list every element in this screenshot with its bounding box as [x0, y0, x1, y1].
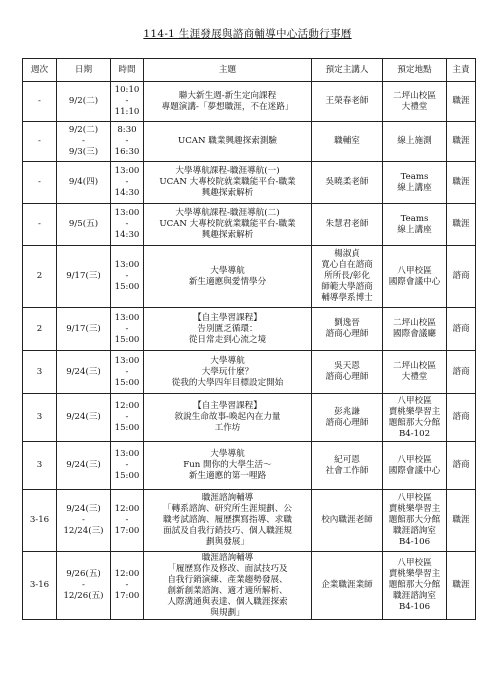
cell-week: - — [23, 162, 57, 204]
cell-owner: 職涯 — [447, 490, 476, 552]
cell-topic-line: 專題演講-「夢想職涯，不在迷路」 — [161, 101, 294, 112]
cell-owner: 諮商 — [447, 308, 476, 351]
cell-time-line: 13:00 — [114, 312, 140, 323]
cell-topic — [144, 552, 312, 620]
cell-date-line: 9/24(三) — [66, 366, 101, 377]
cell-location-line: 題館那大分館 — [388, 515, 441, 525]
table-row — [23, 122, 476, 162]
cell-time-line: 12:00 — [114, 504, 140, 514]
cell-week: - — [23, 82, 57, 122]
cell-time-line: 13:00 — [114, 208, 140, 218]
cell-time — [111, 82, 144, 122]
cell-location — [383, 246, 447, 308]
cell-time-line: 16:30 — [114, 147, 140, 157]
cell-location-line: 國際會議中心 — [388, 465, 441, 476]
cell-speaker-line: 校內職涯老師 — [321, 515, 373, 525]
cell-time-line: 8:30 — [117, 125, 137, 135]
cell-topic-line: 大學導航課程-職涯導航(一) — [175, 166, 280, 176]
cell-location-line: B4-106 — [398, 602, 431, 612]
cell-speaker — [312, 246, 383, 308]
cell-time-line: - — [125, 412, 129, 422]
cell-time-line: 13:00 — [114, 260, 140, 270]
cell-speaker — [312, 552, 383, 620]
cell-location-line: B4-106 — [398, 537, 431, 547]
cell-topic-line: 敘說生命故事-喚起內在力量 — [174, 412, 281, 422]
cell-time-line: 10:10 — [114, 85, 140, 95]
cell-location-line: 八甲校區 — [397, 395, 432, 406]
cell-location-line: 題館那大分館 — [388, 580, 441, 590]
cell-date — [57, 442, 111, 490]
cell-location-line: 八甲校區 — [397, 493, 432, 503]
cell-speaker-line: 輔導學系博士 — [321, 293, 373, 303]
cell-location-line: 大禮堂 — [401, 101, 428, 112]
cell-location-line: 二坪山校區 — [393, 90, 436, 101]
table-row — [23, 246, 476, 308]
cell-time-line: 15:00 — [114, 334, 140, 345]
cell-date-line: - — [82, 515, 85, 525]
cell-speaker — [312, 490, 383, 552]
cell-week: - — [23, 204, 57, 246]
cell-speaker-line: 職輔室 — [334, 136, 360, 146]
cell-week: 3-16 — [23, 490, 57, 552]
cell-week: 3-16 — [23, 552, 57, 620]
cell-location — [383, 552, 447, 620]
cell-speaker-line: 吳曉柔老師 — [325, 177, 369, 187]
cell-topic-line: 與規劃」 — [210, 607, 245, 618]
cell-speaker-line: 朱慧君老師 — [325, 219, 369, 229]
cell-date-line: 9/2(二) — [68, 96, 99, 106]
cell-topic-line: UCAN 大專校院就業職能平台-職業 — [159, 219, 296, 229]
cell-speaker — [312, 394, 383, 442]
cell-time-line: - — [125, 271, 129, 281]
cell-date-line: 9/5(五) — [68, 219, 99, 229]
cell-date — [57, 204, 111, 246]
cell-time-line: - — [125, 177, 129, 187]
cell-time-line: - — [125, 136, 129, 146]
cell-week: 3 — [23, 351, 57, 394]
cell-topic-line: 大學導航 — [210, 265, 245, 276]
cell-speaker — [312, 122, 383, 162]
cell-topic-line: 人際溝通與表達、個人職涯探索 — [167, 596, 288, 607]
cell-topic — [144, 246, 312, 308]
cell-time — [111, 442, 144, 490]
cell-time-line: - — [125, 323, 129, 334]
cell-time-line: - — [125, 515, 129, 525]
cell-date-line: 9/24(三) — [66, 460, 101, 470]
cell-speaker-line: 企業職涯業師 — [321, 580, 373, 590]
cell-topic-line: 大學導航課程-職涯導航(二) — [175, 208, 280, 218]
cell-topic — [144, 351, 312, 394]
cell-time-line: 15:00 — [114, 377, 140, 388]
cell-speaker-line: 諮商心理師 — [325, 329, 369, 339]
cell-location — [383, 351, 447, 394]
cell-date — [57, 162, 111, 204]
cell-owner: 諮商 — [447, 394, 476, 442]
cell-location — [383, 308, 447, 351]
table-row — [23, 308, 476, 351]
cell-owner: 諮商 — [447, 351, 476, 394]
cell-location-line: 二坪山校區 — [393, 318, 436, 328]
cell-speaker-line: 彭兆謙 — [334, 406, 360, 417]
cell-time-line: 14:30 — [114, 188, 140, 198]
schedule-table — [22, 58, 476, 620]
cell-location-line: 八甲校區 — [397, 454, 432, 465]
cell-location-line: 賣桃樂學習主 — [388, 504, 441, 514]
cell-date — [57, 122, 111, 162]
cell-time-line: 17:00 — [114, 591, 140, 601]
cell-time — [111, 394, 144, 442]
cell-topic-line: 興趣探索解析 — [201, 230, 254, 240]
cell-location-line: 題館那大分館 — [388, 417, 441, 428]
cell-time-line: - — [125, 96, 129, 106]
cell-location-line: 國際會議廳 — [393, 329, 436, 339]
cell-date — [57, 351, 111, 394]
cell-time-line: - — [125, 460, 129, 470]
cell-time — [111, 552, 144, 620]
cell-topic — [144, 122, 312, 162]
cell-topic-line: 創新創業諮詢、適才適所解析、 — [167, 585, 288, 596]
cell-time-line: 17:00 — [114, 526, 140, 536]
header-row — [23, 59, 476, 82]
cell-location-line: 賣桃樂學習主 — [388, 406, 441, 417]
cell-topic-line: 聯大新生週-新生定向課程 — [178, 90, 277, 101]
cell-topic-line: UCAN 大專校院就業職能平台-職業 — [159, 177, 296, 187]
cell-speaker-line: 諮商心理師 — [325, 372, 369, 382]
cell-time-line: 11:10 — [114, 107, 140, 117]
cell-time-line: 15:00 — [114, 423, 140, 433]
cell-speaker — [312, 82, 383, 122]
cell-time — [111, 204, 144, 246]
table-row — [23, 490, 476, 552]
cell-date-line: 12/26(五) — [63, 591, 104, 601]
cell-location-line: 大禮堂 — [401, 372, 428, 382]
cell-time — [111, 246, 144, 308]
cell-week: - — [23, 122, 57, 162]
table-row — [23, 552, 476, 620]
cell-location-line: 職涯諮詢室 — [393, 526, 436, 536]
cell-topic-line: 自我行銷演練、產業趨勢發展、 — [167, 574, 288, 585]
table-row — [23, 394, 476, 442]
cell-date — [57, 246, 111, 308]
cell-topic-line: 大學玩什麼？ — [201, 366, 254, 377]
table-row — [23, 82, 476, 122]
cell-topic — [144, 308, 312, 351]
table-row — [23, 351, 476, 394]
header-owner: 主責 — [447, 59, 476, 82]
cell-topic-line: 告別匱乏循環： — [197, 323, 258, 334]
cell-date-line: 9/4(四) — [68, 177, 99, 187]
table-row — [23, 442, 476, 490]
cell-date-line: - — [82, 136, 85, 146]
cell-date-line: 12/24(三) — [63, 526, 104, 536]
cell-speaker-line: 所所長/彰化 — [324, 271, 370, 281]
table-row — [23, 204, 476, 246]
cell-topic — [144, 442, 312, 490]
cell-date-line: - — [82, 580, 85, 590]
cell-owner: 諮商 — [447, 246, 476, 308]
cell-topic-line: 大學導航 — [210, 449, 245, 459]
cell-speaker-line: 師範大學諮商 — [321, 282, 373, 292]
cell-date-line: 9/3(三) — [68, 147, 99, 157]
cell-date-line: 9/24(三) — [66, 412, 101, 422]
cell-owner: 職涯 — [447, 162, 476, 204]
cell-speaker — [312, 204, 383, 246]
cell-speaker — [312, 351, 383, 394]
cell-location-line: 線上講座 — [397, 224, 432, 235]
cell-date-line: 9/17(三) — [66, 271, 101, 281]
cell-date — [57, 394, 111, 442]
cell-topic-line: UCAN 職業興趣探索測驗 — [177, 136, 278, 146]
cell-location-line: 八甲校區 — [397, 558, 432, 568]
cell-time-line: 12:00 — [114, 401, 140, 411]
cell-location-line: 線上講座 — [397, 182, 432, 193]
cell-speaker-line: 王榮春老師 — [325, 96, 369, 106]
cell-topic — [144, 162, 312, 204]
cell-location-line: B4-102 — [398, 428, 431, 439]
cell-location-line: 八甲校區 — [397, 265, 432, 276]
cell-date-line: 9/2(二) — [68, 125, 99, 135]
cell-week: 2 — [23, 308, 57, 351]
header-date: 日期 — [57, 59, 111, 82]
cell-location-line: Teams — [400, 213, 429, 224]
cell-time — [111, 162, 144, 204]
cell-topic-line: 職考試諮詢、履歷撰寫指導、求職 — [163, 515, 292, 525]
cell-date — [57, 552, 111, 620]
cell-location-line: 二坪山校區 — [393, 361, 436, 371]
cell-owner: 職涯 — [447, 122, 476, 162]
cell-time — [111, 490, 144, 552]
cell-location-line: 國際會議中心 — [388, 276, 441, 287]
cell-date — [57, 308, 111, 351]
cell-time-line: - — [125, 219, 129, 229]
cell-topic-line: 從我的大學四年目標設定開始 — [171, 377, 284, 388]
cell-owner: 職涯 — [447, 552, 476, 620]
cell-location — [383, 442, 447, 490]
cell-topic-line: 面試及自我行銷技巧、個人職涯規 — [163, 526, 292, 536]
cell-speaker — [312, 308, 383, 351]
cell-topic-line: 新生適應與愛情學分 — [188, 276, 267, 287]
cell-topic — [144, 490, 312, 552]
cell-speaker-line: 寬心自在諮商 — [321, 260, 373, 270]
cell-speaker-line: 諮商心理師 — [325, 417, 369, 428]
cell-topic-line: 從日常走到心流之境 — [188, 334, 267, 345]
cell-topic-line: 工作坊 — [214, 423, 241, 433]
cell-location — [383, 122, 447, 162]
cell-week: 3 — [23, 442, 57, 490]
cell-topic-line: 「履歷寫作及修改、面試技巧及 — [167, 563, 288, 574]
cell-location — [383, 490, 447, 552]
cell-speaker-line: 楊淑貞 — [334, 249, 360, 259]
table-row — [23, 162, 476, 204]
cell-date — [57, 490, 111, 552]
cell-location — [383, 204, 447, 246]
cell-time — [111, 308, 144, 351]
cell-topic-line: 興趣探索解析 — [201, 188, 254, 198]
cell-week: 2 — [23, 246, 57, 308]
cell-topic — [144, 394, 312, 442]
cell-time-line: 13:00 — [114, 166, 140, 176]
cell-owner: 諮商 — [447, 442, 476, 490]
cell-location — [383, 82, 447, 122]
cell-location-line: Teams — [400, 171, 429, 182]
cell-topic — [144, 82, 312, 122]
cell-topic-line: 【自主學習課程】 — [193, 312, 262, 323]
page-title: 114-1 生涯發展與諮商輔導中心活動行事曆 — [143, 28, 352, 40]
header-location: 預定地點 — [383, 59, 447, 82]
cell-topic-line: 職涯諮詢輔導 — [201, 552, 254, 563]
header-topic: 主題 — [144, 59, 312, 82]
cell-topic-line: 大學導航 — [210, 355, 245, 366]
cell-time — [111, 351, 144, 394]
cell-speaker-line: 紀可恩 — [334, 454, 360, 465]
cell-date — [57, 82, 111, 122]
cell-topic-line: 新生適應的第一哩路 — [188, 471, 267, 481]
cell-date-line: 9/26(五) — [66, 569, 101, 579]
cell-speaker-line: 社會工作師 — [325, 465, 369, 476]
cell-date-line: 9/24(三) — [66, 504, 101, 514]
cell-time-line: - — [125, 580, 129, 590]
cell-speaker-line: 吳天恩 — [334, 361, 360, 371]
cell-location-line: 職涯諮詢室 — [393, 591, 436, 601]
cell-time-line: 13:00 — [114, 449, 140, 459]
cell-speaker-line: 劉逸晉 — [334, 318, 360, 328]
cell-time — [111, 122, 144, 162]
cell-time-line: 13:00 — [114, 355, 140, 366]
cell-date-line: 9/17(三) — [66, 323, 101, 334]
cell-topic-line: 劃與發展」 — [206, 537, 249, 547]
header-speaker: 預定主講人 — [312, 59, 383, 82]
cell-location — [383, 394, 447, 442]
cell-time-line: 12:00 — [114, 569, 140, 579]
header-time: 時間 — [111, 59, 144, 82]
cell-owner: 職涯 — [447, 82, 476, 122]
cell-location — [383, 162, 447, 204]
cell-location-line: 線上施測 — [397, 136, 432, 146]
cell-topic-line: Fun 開你的大學生活～ — [183, 460, 272, 470]
cell-topic — [144, 204, 312, 246]
cell-topic-line: 「轉系諮詢、研究所生涯規劃、公 — [163, 504, 292, 514]
cell-topic-line: 職涯諮詢輔導 — [201, 493, 254, 503]
cell-week: 3 — [23, 394, 57, 442]
cell-time-line: 14:30 — [114, 230, 140, 240]
cell-speaker — [312, 162, 383, 204]
cell-time-line: - — [125, 366, 129, 377]
cell-location-line: 賣桃樂學習主 — [388, 569, 441, 579]
cell-topic-line: 【自主學習課程】 — [193, 401, 262, 411]
cell-time-line: 15:00 — [114, 471, 140, 481]
header-week: 週次 — [23, 59, 57, 82]
cell-speaker — [312, 442, 383, 490]
cell-owner: 職涯 — [447, 204, 476, 246]
cell-time-line: 15:00 — [114, 282, 140, 292]
